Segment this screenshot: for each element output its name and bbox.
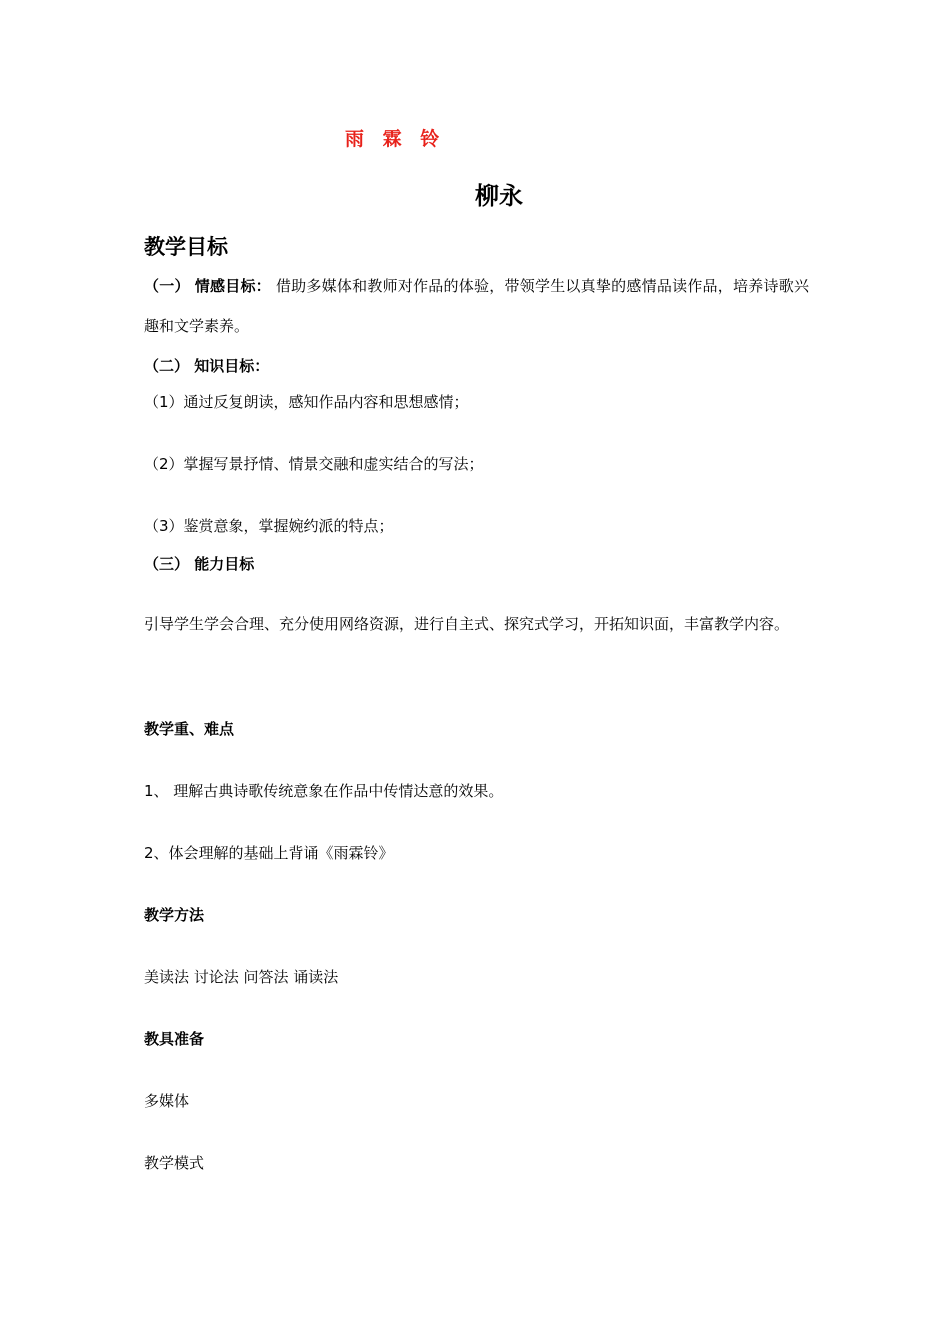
emotion-goal-paragraph bbox=[144, 266, 809, 346]
knowledge-goal-heading: （二） 知识目标： bbox=[144, 357, 270, 375]
section-heading-methods: 教学方法 bbox=[144, 906, 205, 924]
emotion-goal-marker: （一） bbox=[144, 277, 190, 295]
emotion-goal-label: 情感目标： bbox=[194, 277, 271, 295]
emotion-goal-text: 借助多媒体和教师对作品的体验，带领学生以真挚的感情品读作品，培养诗歌兴趣和文学素养。 bbox=[144, 277, 809, 335]
section-heading-mode: 教学模式 bbox=[144, 1154, 205, 1172]
knowledge-item-1: （1）通过反复朗读，感知作品内容和思想感情； bbox=[144, 393, 469, 411]
tools-text: 多媒体 bbox=[144, 1092, 190, 1110]
ability-goal-heading: （三） 能力目标 bbox=[144, 555, 255, 573]
section-heading-key-points: 教学重、难点 bbox=[144, 720, 235, 738]
key-point-2: 2、体会理解的基础上背诵《雨霖铃》 bbox=[144, 844, 394, 862]
poem-title: 雨 霖 铃 bbox=[345, 128, 446, 150]
key-point-1: 1、 理解古典诗歌传统意象在作品中传情达意的效果。 bbox=[144, 782, 504, 800]
section-heading-goals: 教学目标 bbox=[144, 235, 228, 259]
section-heading-tools: 教具准备 bbox=[144, 1030, 205, 1048]
ability-goal-text: 引导学生学会合理、充分使用网络资源，进行自主式、探究式学习，开拓知识面，丰富教学内容。 bbox=[144, 615, 790, 633]
poem-author: 柳永 bbox=[475, 182, 523, 210]
knowledge-item-3: （3）鉴赏意象，掌握婉约派的特点； bbox=[144, 517, 394, 535]
knowledge-item-2: （2）掌握写景抒情、情景交融和虚实结合的写法； bbox=[144, 455, 484, 473]
methods-text: 美读法 讨论法 问答法 诵读法 bbox=[144, 968, 339, 986]
